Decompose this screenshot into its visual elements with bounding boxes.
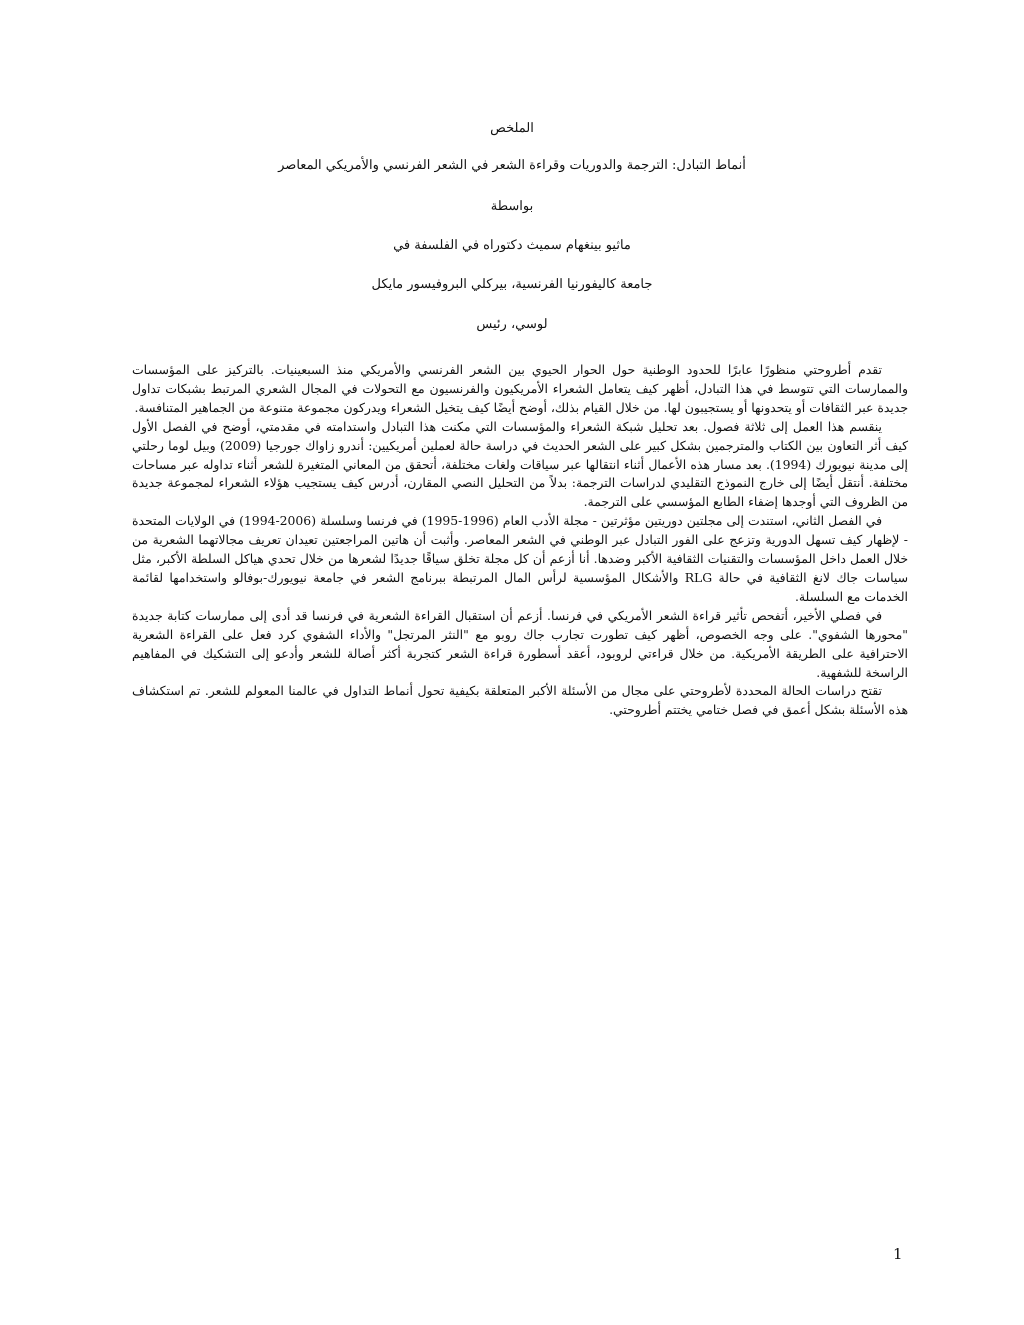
university-professor-line: جامعة كاليفورنيا الفرنسية، بيركلي البروفيسور مايكل (371, 277, 653, 292)
by-line: بواسطة (490, 199, 534, 214)
advisor-line: لوسي، رئيس (476, 317, 548, 332)
paragraph-1: تقدم أطروحتي منظورًا عابرًا للحدود الوطنية حول الحوار الحيوي بين الشعر الفرنسي والأمريكي منذ السبعينيات. بالتركيز على المؤسسات والممارسات التي تتوسط في هذا التبادل، أظهر كيف يتعامل الشعراء الأمريكيون والفرنسيون مع التحولات في المجال الشعري المرتبط بشبكات تداول جديدة عبر الثقافات أو يتحدونها أو يستجيبون لها. من خلال القيام بذلك، أوضح أيضًا كيف يتخيل الشعراء ويدركون مجموعة متنوعة من الجماهير المتنافسة. (132, 362, 908, 415)
paragraph-5: تقتح دراسات الحالة المحددة لأطروحتي على مجال من الأسئلة الأكبر المتعلقة بكيفية تحول أنماط التداول في عالمنا المعولم للشعر. تم استكشاف هذه الأسئلة بشكل أعمق في فصل ختامي يختتم أطروحتي. (132, 683, 908, 718)
paragraph-3: في الفصل الثاني، استندت إلى مجلتين دوريتين مؤثرتين - مجلة الأدب العام (1996-1995) في فرنسا وسلسلة (2006-1994) في الولايات المتحدة - لإظهار كيف تسهل الدورية وتزعج على الفور التبادل عبر الوطني في الشعر المعاصر. وأثبت أن هاتين المراجعتين تعيدان تعريف مجالاتهما الشعرية من خلال العمل داخل المؤسسات والتقنيات الثقافية الأكبر وضدها. أنا أزعم أن كل مجلة تخلق سياقًا جديدًا لشعرها من خلال تحدي هياكل السلطة الأكبر، مثل سياسات جاك لانغ الثقافية في حالة RLG والأشكال المؤسسية لرأس المال المرتبطة ببرنامج الشعر في جامعة نيويورك-بوفالو واستخدامها لقائمة الخدمات مع السلسلة. (132, 513, 909, 604)
paragraph-2: ينقسم هذا العمل إلى ثلاثة فصول. بعد تحليل شبكة الشعراء والمؤسسات التي مكنت هذا التبادل واستدامته في مقدمتي، أوضح في الفصل الأول كيف أثر التعاون بين الكتاب والمترجمين بشكل كبير على الشعر الحديث في دراسة حالة لعملين أمريكيين: أندرو زاواك جورجيا (2009) وبيل لوما رحلتي إلى مدينة نيويورك (1994). بعد مسار هذه الأعمال أثناء انتقالها عبر سياقات ولغات مختلفة، أتحقق من المعاني المتغيرة للشعر أثناء تداوله عبر مساحات مختلفة. أنتقل أيضًا إلى خارج النموذج التقليدي لدراسات الترجمة: بدلاً من التحليل النصي المقارن، أدرس كيف يستجيب هؤلاء الشعراء لمجموعة جديدة من الظروف التي أوجدها إضفاء الطابع المؤسسي على الترجمة. (132, 418, 908, 510)
page-number: 1 (893, 1245, 903, 1263)
paragraph-4: في فصلي الأخير، أتفحص تأثير قراءة الشعر الأمريكي في فرنسا. أزعم أن استقبال القراءة الشعرية في فرنسا قد أدى إلى ممارسات كتابة جديدة "محورها الشفوي". على وجه الخصوص، أظهر كيف تطورت تجارب جاك روبو مع "النثر المرتجل" والأداء الشفوي كرد فعل على القراءة الشعرية الاحترافية على الطريقة الأمريكية. من خلال قراءتي لروبود، أعقد أسطورة قراءة الشعر كتجربة أكثر أصالة للشعر وأدعو إلى التشكيك في المفاهيم الراسخة للشفهية. (132, 607, 908, 680)
abstract-body (132, 361, 908, 720)
thesis-title: أنماط التبادل: الترجمة والدوريات وقراءة الشعر في الشعر الفرنسي والأمريكي المعاصر (278, 158, 746, 173)
abstract-heading: الملخص (490, 121, 534, 136)
author-degree-line: ماثيو بينغهام سميث دكتوراه في الفلسفة في (393, 238, 631, 253)
